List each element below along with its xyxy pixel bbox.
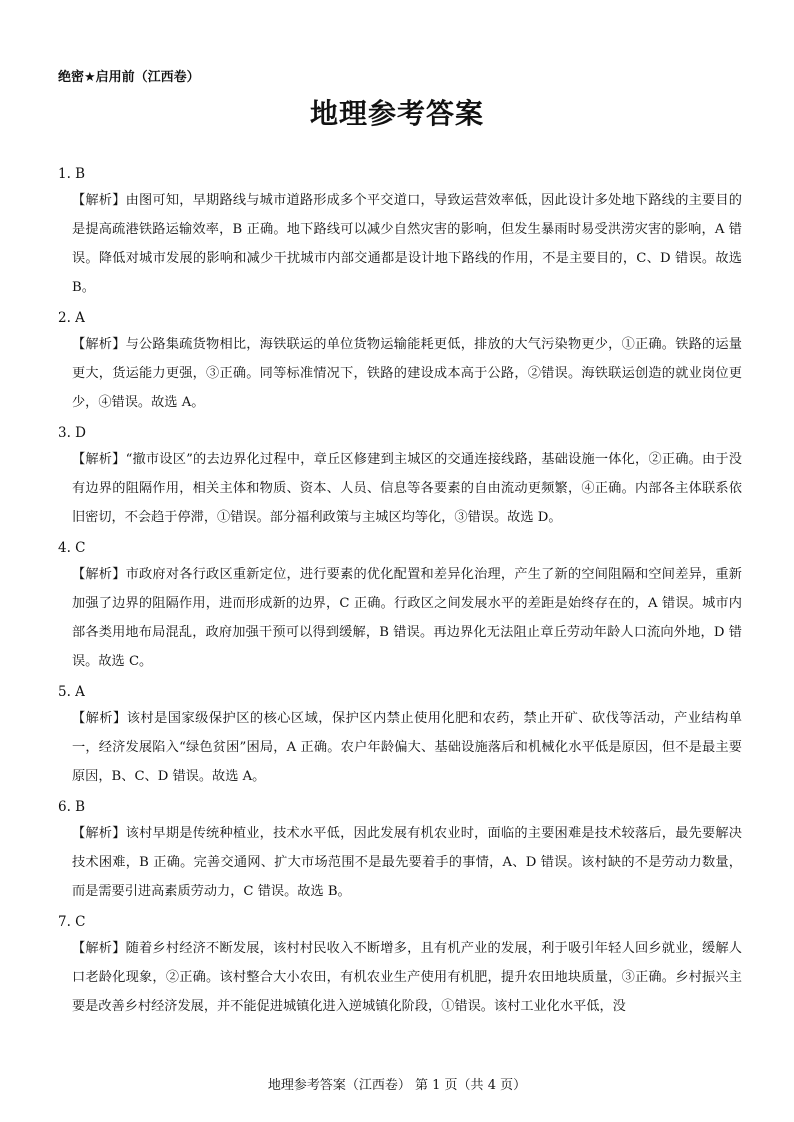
answer-item-1 <box>58 162 742 302</box>
confidential-label: 绝密★启用前（江西卷） <box>58 70 200 85</box>
answer-list <box>58 162 742 1025</box>
question-number: 6. B <box>58 799 86 815</box>
answer-analysis: 【解析】该村是国家级保护区的核心区域，保护区内禁止使用化肥和农药，禁止开矿、砍伐等活动，产业结构单一，经济发展陷入“绿色贫困”困局，A 正确。农户年龄偏大、基础设施落后和机械化水平低是原因，但不是最主要原因，B、C、D 错误。故选 A。 <box>72 711 742 784</box>
question-number: 5. A <box>58 684 85 700</box>
answer-item-2 <box>58 306 742 417</box>
answer-analysis: 【解析】随着乡村经济不断发展，该村村民收入不断增多，且有机产业的发展，利于吸引年轻人回乡就业，缓解人口老龄化现象，②正确。该村整合大小农田，有机农业生产使用有机肥，提升农田地块质量，③正确。乡村振兴主要是改善乡村经济发展，并不能促进城镇化进入逆城镇化阶段，①错误。该村工业化水平低，没 <box>72 941 742 1014</box>
answer-analysis: 【解析】该村早期是传统种植业，技术水平低，因此发展有机农业时，面临的主要困难是技术较落后，最先要解决技术困难，B 正确。完善交通网、扩大市场范围不是最先要着手的事情，A、D 错误。该村缺的不是劳动力数量，而是需要引进高素质劳动力，C 错误。故选 B。 <box>72 826 742 899</box>
answer-analysis: 【解析】与公路集疏货物相比，海铁联运的单位货物运输能耗更低，排放的大气污染物更少，①正确。铁路的运量更大，货运能力更强，③正确。同等标准情况下，铁路的建设成本高于公路，②错误。海铁联运创造的就业岗位更少，④错误。故选 A。 <box>72 337 742 410</box>
answer-analysis: 【解析】“撤市设区”的去边界化过程中，章丘区修建到主城区的交通连接线路，基础设施一体化，②正确。由于没有边界的阻隔作用，相关主体和物质、资本、人员、信息等各要素的自由流动更频繁，④正确。内部各主体联系依旧密切，不会趋于停滞，①错误。部分福利政策与主城区均等化，③错误。故选 D。 <box>72 452 742 525</box>
answer-analysis: 【解析】由图可知，早期路线与城市道路形成多个平交道口，导致运营效率低，因此设计多处地下路线的主要目的是提高疏港铁路运输效率，B 正确。地下路线可以减少自然灾害的影响，但发生暴雨时易受洪涝灾害的影响，A 错误。降低对城市发展的影响和减少干扰城市内部交通都是设计地下路线的作用，不是主要目的，C、D 错误。故选 B。 <box>72 193 742 295</box>
answer-item-7 <box>58 910 742 1021</box>
answer-item-3 <box>58 421 742 532</box>
question-number: 4. C <box>58 540 86 556</box>
answer-item-6 <box>58 795 742 906</box>
page-title: 地理参考答案 <box>309 97 484 130</box>
question-number: 3. D <box>58 425 86 441</box>
question-number: 1. B <box>58 166 86 182</box>
question-number: 7. C <box>58 914 86 930</box>
page-footer: 地理参考答案（江西卷） 第 1 页（共 4 页） <box>267 1078 527 1093</box>
answer-item-4 <box>58 536 742 676</box>
answer-item-5 <box>58 680 742 791</box>
question-number: 2. A <box>58 310 85 326</box>
answer-analysis: 【解析】市政府对各行政区重新定位，进行要素的优化配置和差异化治理，产生了新的空间阻隔和空间差异，重新加强了边界的阻隔作用，进而形成新的边界，C 正确。行政区之间发展水平的差距是始终存在的，A 错误。城市内部各类用地布局混乱，政府加强干预可以得到缓解，B 错误。再边界化无法阻止章丘劳动年龄人口流向外地，D 错误。故选 C。 <box>72 567 742 669</box>
